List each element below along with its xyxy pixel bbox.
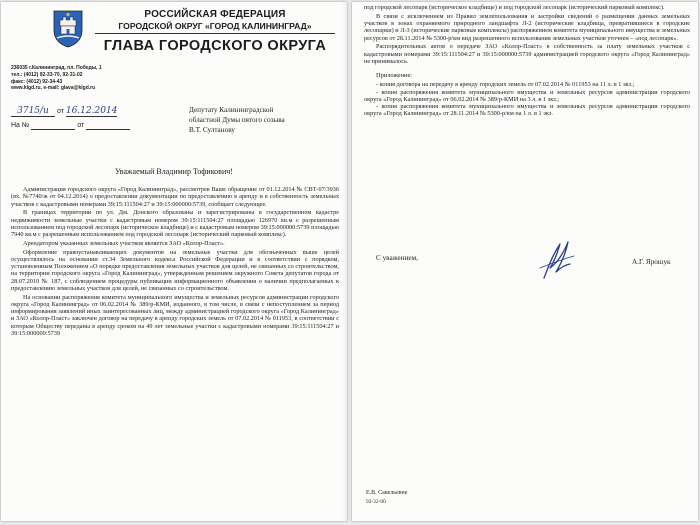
body-paragraph: В связи с исключением из Правил землепользования и застройки сведений о размещении данных земельных участков в зонах охраняемого природного ландшафта Л-2 (исторические кладбища, превратившиеся в городские лесопарки) и Л-3 (исторические парковые комплексы) распоряжением комитета муниципального имущества и земельных ресурсов от 28.11.2014 № 5300-р/км вид разрешенного использования земельных участков уточнен – «под лесопарк». [364,12,690,42]
body-paragraph: На основании распоряжения комитета муниципального имущества и земельных ресурсов администрации городского округа «Город Калининград» от 06.02.2014 № 389/р-КМИ, изданного, в том числе, в связи с непоступлением за период информирования заявлений иных заинтересованных лиц, между администрацией городского округа «Город Калининград» и ЗАО «Колор-Пласт» заключен договор на передачу в аренду городских земель от 07.02.2014 № 011953, в соответствии с которым Обществу переданы в аренду сроком на 49 лет земельные участки с кадастровыми номерами 39:15:111504:27 и 39:15:000000:5739 [11,293,339,337]
handwritten-signature-icon [530,238,580,284]
letterhead-divider [95,33,335,34]
contact-phone: тел.: (4012) 92-33-70, 92-31-02 [11,71,83,78]
contact-web-email: www.klgd.ru, e-mail: glava@klgd.ru [11,85,96,92]
reply-number-blank [31,122,75,130]
contact-fax: факс: (4012) 92-34-43 [11,78,63,85]
letterhead-district: ГОРОДСКОЙ ОКРУГ «ГОРОД КАЛИНИНГРАД» [118,21,312,31]
letter-page-1 [1,2,347,521]
addressee-name: В.Т. Султанову [189,125,235,134]
addressee-line-1: Депутату Калининградской [189,106,274,114]
attachment-item: - копия распоряжения комитета муниципального имущества и земельных ресурсов администрации городского округа «Город Калининград» от 06.02.2014 № 389/р-КМИ на 3 л. в 1 экз.; [364,88,690,103]
reply-date-label: от [77,122,85,129]
attachment-item: - копия договора на передачу в аренду городских земель от 07.02.2014 № 011953 на 11 л. в 1 экз.; [376,81,635,89]
date-label: от [56,108,64,115]
reply-to-registration [11,122,130,130]
signer-name: А.Г. Ярошук [632,258,671,266]
closing-phrase: С уважением, [376,254,418,262]
city-coat-of-arms-icon [51,8,85,48]
letter-body-part-1 [11,186,339,339]
addressee-line-2: областной Думы пятого созыва [189,115,285,124]
salutation: Уважаемый Владимир Тофикович! [115,167,233,176]
letter-page-2 [352,2,698,521]
body-paragraph: В границах территории по ул. Дм. Донского образованы и зарегистрированы в государственном кадастре недвижимости земельные участки с кадастровым номером 39:15:111504:27 площадью 126970 кв.м с разрешенным использованием под городской лесопарк (историческое кладбище) и с кадастровым номером 39:15:000000:5739 площадью 7940 кв.м с разрешенным использованием под городской лесопарк (исторический парковый комплекс). [11,209,339,238]
body-paragraph: Распорядительных актов о передаче ЗАО «Колор-Пласт» в собственность за плату земельных участков с кадастровыми номерами 39:15:111504:27 и 39:15:000000:5739 администрацией городского округа «Город Калининград» не принималось. [364,43,690,65]
body-paragraph: Оформление правоустанавливающих документов на земельные участки для обозначенных выше целей осуществлялось на основании ст.34 Земельного кодекса Российской Федерации и в соответствии с порядком, установленным Положением «О порядке предоставления земельных участков для целей, не связанных со строительством, на территории городского округа «Город Калининград», утвержденным решением окружного Совета депутатов города от 28.07.2010 № 187, с соблюдением процедуры публикации информационного объявления о наличии предполагаемых к предоставлению земельных участков для целей, не связанных со строительством. [11,248,339,292]
attachment-item: - копия распоряжения комитета муниципального имущества и земельных ресурсов администрации городского округа «Город Калининград» от 28.11.2014 № 5300-р/км на 1 л. в 1 экз. [364,103,690,118]
reply-number-label: На № [11,122,30,129]
letterhead-title: ГЛАВА ГОРОДСКОГО ОКРУГА [103,38,327,54]
body-paragraph: под городской лесопарк (историческое кладбище) и под городской лесопарк (исторический парковый комплекс). [364,4,665,11]
attachments-title: Приложение: [376,72,413,79]
body-paragraph: Администрация городского округа «Город Калининград», рассмотрев Ваше обращение от 01.12.2014 № СВТ-07/3936 (вх. №7740/ж от 04.12.2014) о предоставлении документации по предоставлению в аренду и в собственность земельных участков с кадастровыми номерами 39:15:111504:27 и 39:15:000000:5739, сообщает следующее. [11,186,339,208]
outgoing-date: 16.12.2014 [65,106,118,116]
outgoing-registration [11,106,117,117]
contact-address: 236035 г.Калининград, пл. Победы, 1 [11,65,102,71]
executor-name: Е.В. Савельевне [366,490,408,496]
reply-date-blank [86,122,130,130]
letter-body-part-2 [364,4,690,118]
outgoing-number: 3715/и [17,106,49,116]
body-paragraph: Арендатором указанных земельных участков является ЗАО «Колор-Пласт». [23,239,225,247]
page-shadow [342,2,347,521]
letterhead-contacts [11,65,161,92]
executor-phone: 92-32-00 [366,499,386,505]
letterhead-country: РОССИЙСКАЯ ФЕДЕРАЦИЯ [144,9,286,20]
addressee-block [189,106,339,135]
